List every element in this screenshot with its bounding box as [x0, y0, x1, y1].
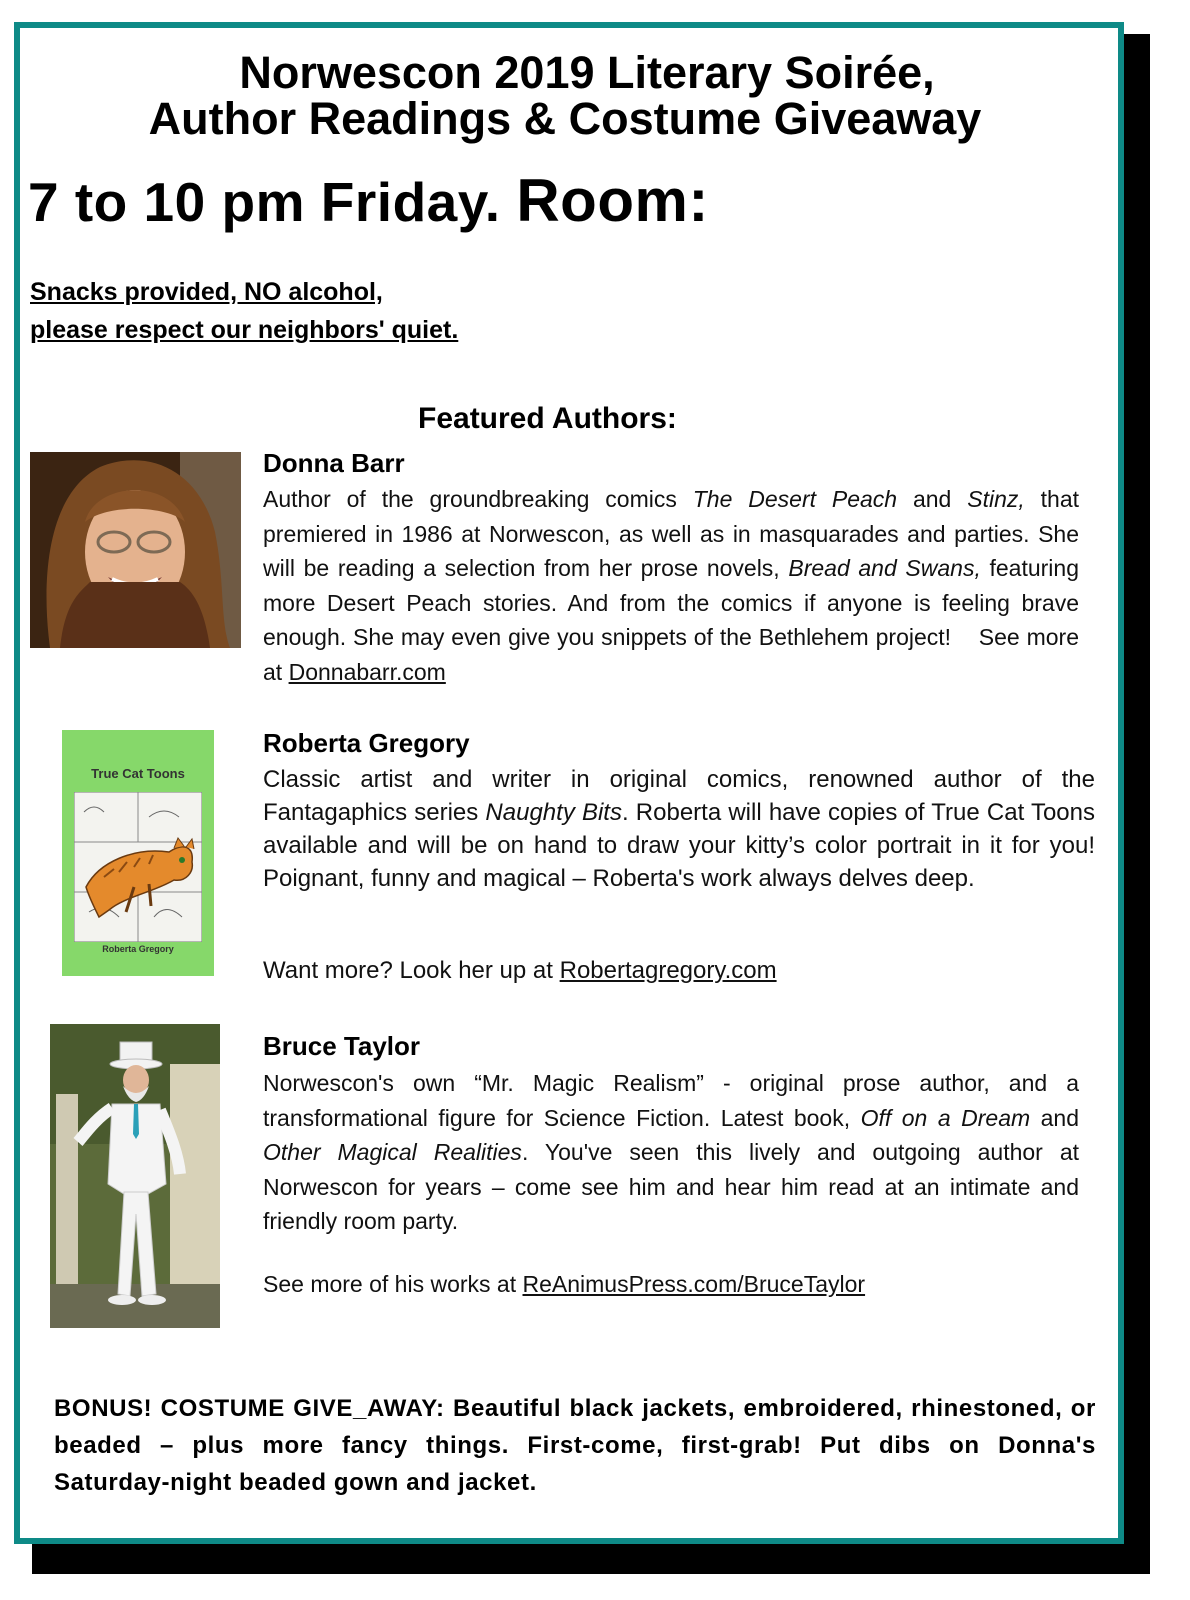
cat-comic-illustration-icon: [74, 792, 202, 942]
page-title-line-2: Author Readings & Costume Giveaway: [148, 93, 982, 144]
author-bio-bruce-taylor: [263, 1066, 1079, 1239]
book-title: Naughty Bits: [485, 799, 622, 826]
bio-text: . You've seen this lively and outgoing author at Norwescon for years – come see him and hear him read at an intimate and friendly room party.: [263, 1139, 1079, 1234]
notice-line-2: please respect our neighbors' quiet.: [30, 316, 459, 344]
roberta-link-line: [263, 957, 777, 985]
bio-text: and: [1030, 1104, 1080, 1131]
link-reanimuspress[interactable]: ReAnimusPress.com/BruceTaylor: [522, 1271, 866, 1297]
bruce-taylor-photo: [50, 1024, 220, 1328]
bruce-taylor-portrait-icon: [50, 1024, 220, 1328]
bio-text: featuring more Desert Peach stories. And from the comics if anyone is feeling brave enough. She may even give you snippets of the Bethlehem project!: [263, 555, 1080, 650]
book-title: Other Magical Realities: [263, 1139, 522, 1165]
link-robertagregory[interactable]: Robertagregory.com: [559, 957, 777, 984]
event-time-text: 7 to 10 pm Friday.: [28, 171, 501, 233]
bruce-link-line: [263, 1271, 865, 1298]
event-room-label: Room:: [516, 167, 709, 234]
true-cat-toons-book-cover: [62, 730, 214, 976]
bio-text: Classic artist and writer in original comics, renowned author of the Fantagaphics series: [263, 766, 1095, 826]
author-name-roberta-gregory: Roberta Gregory: [263, 728, 470, 758]
book-title: Bread and Swans,: [788, 555, 981, 581]
book-title: The Desert Peach: [692, 486, 898, 512]
featured-authors-heading: Featured Authors:: [418, 402, 677, 435]
donna-barr-photo: [30, 452, 241, 648]
bio-link-prefix: See more at: [263, 624, 1079, 685]
costume-giveaway-notice: BONUS! COSTUME GIVE_AWAY: Beautiful black jackets, embroidered, rhinestoned, or beaded – plus more fancy things. First-come, first-grab! Put dibs on Donna's Saturday-night beaded gown and jacket.: [54, 1395, 1096, 1496]
notice-line-1: Snacks provided, NO alcohol,: [30, 278, 383, 306]
book-cover-title: True Cat Toons: [91, 766, 185, 781]
author-bio-roberta-gregory: [263, 763, 1095, 895]
book-title: Stinz,: [967, 486, 1025, 512]
author-name-donna-barr: Donna Barr: [263, 448, 405, 478]
bio-text: and: [897, 486, 968, 512]
author-name-bruce-taylor: Bruce Taylor: [263, 1031, 421, 1061]
link-prefix: See more of his works at: [263, 1271, 523, 1297]
book-title: Off on a Dream: [860, 1104, 1031, 1131]
donna-barr-portrait-icon: [30, 452, 241, 648]
bio-text: Norwescon's own “Mr. Magic Realism” - original prose author, and a transformational figure for Science Fiction. Latest book,: [263, 1070, 1079, 1131]
bio-text: that premiered in 1986 at Norwescon, as well as in masquarades and parties. She will be reading a selection from her prose novels,: [263, 486, 1080, 581]
bio-text: . Roberta will have copies of True Cat Toons available and will be on hand to draw your kitty’s color portrait in it for you! Poignant, funny and magical – Roberta's work always delves deep.: [263, 799, 1095, 892]
event-time: [28, 166, 709, 235]
link-donnabarr[interactable]: Donnabarr.com: [288, 658, 446, 685]
author-bio-donna-barr: [263, 482, 1079, 689]
link-prefix: Want more? Look her up at: [263, 957, 560, 984]
book-cover-author: Roberta Gregory: [102, 944, 174, 954]
bio-text: Author of the groundbreaking comics: [263, 486, 693, 512]
page-title-line-1: Norwescon 2019 Literary Soirée,: [239, 47, 935, 98]
